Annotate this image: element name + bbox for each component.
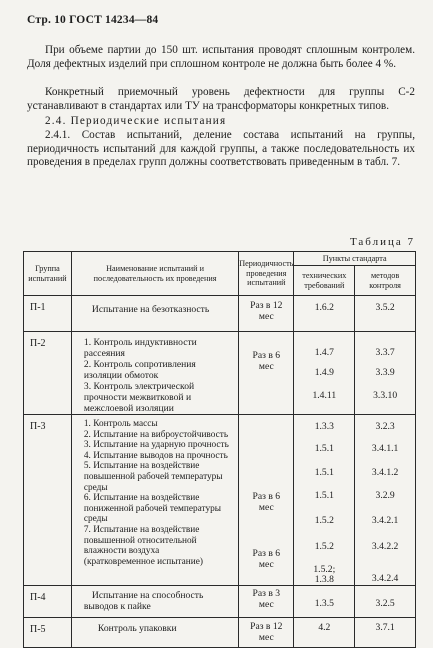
tests-cell [71,586,238,618]
req-clause: 1.5.1 [314,490,334,501]
periodicity-cell [239,586,294,618]
group-cell: П-1 [24,296,72,332]
req-clause: 1.3.3 [314,421,334,432]
req-clause: 1.5.2 [314,541,334,552]
meth-clause: 3.3.10 [373,390,398,401]
paragraph-test-composition: 2.4.1. Состав испытаний, деление состава испытаний на группы, периодичность испытаний для каждой группы, а также последовательность их проведения в пределах групп должны соответствовать приведенным в табл. 7. [27,129,415,168]
req-clause: 1.4.9 [314,367,334,378]
test-name: 1. Контроль массы [83,419,158,429]
tests-cell [71,415,238,586]
req-cell [294,296,355,332]
req-clause: 1.5.2 [314,515,334,526]
test-name: Испытание на способность выводов к пайке [83,590,204,612]
test-name: 2. Контроль сопротивления изоляции обмоток [83,359,196,381]
meth-clause: 3.4.1.1 [371,443,399,454]
test-name: 3. Контроль электрической прочности межвитковой и межслоевой изоляции [83,381,195,414]
meth-clause: 3.2.5 [375,598,395,609]
req-cell [294,618,355,648]
table-row [24,415,416,586]
group-cell: П-4 [24,586,72,618]
paragraph-defect-level: Конкретный приемочный уровень дефектности для группы С-2 устанавливают в стандартах или ТУ на трансформаторы конкретных типов. [27,86,415,112]
meth-cell [355,332,416,415]
req-cell [294,586,355,618]
periodicity: Раз в 12 мес [250,300,283,322]
test-name: 5. Испытание на воздействие повышенной рабочей температуры среды [83,461,223,493]
meth-clause: 3.4.2.1 [371,515,399,526]
test-name: 2. Испытание на виброустойчивость [83,429,229,440]
meth-clause: 3.4.2.2 [371,541,399,552]
table-title: Таблица 7 [349,236,415,248]
section-heading: 2.4. Периодические испытания [45,115,227,127]
periodicity-cell [239,415,294,586]
req-clause: 1.3.5 [314,598,334,609]
test-name: 1. Контроль индуктивности рассеяния [83,337,197,359]
req-clause: 1.5.1 [314,467,334,478]
periodicity-cell [239,618,294,648]
page-header: Стр. 10 ГОСТ 14234—84 [27,14,159,26]
group-cell: П-5 [24,618,72,648]
test-name: 4. Испытание выводов на прочность [83,450,228,461]
req-clause: 1.6.2 [314,302,334,313]
test-name: Испытание на безотказность [91,304,210,315]
table-row [24,586,416,618]
test-name: 3. Испытание на ударную прочность [83,440,229,451]
meth-cell [355,586,416,618]
test-name: 7. Испытание на воздействие повышенной относительной влажности воздуха (кратковременное испытание) [83,524,203,567]
req-clause: 1.4.7 [314,347,334,358]
meth-clause: 3.4.2.4 [371,573,399,584]
group-cell: П-2 [24,332,72,415]
meth-clause: 3.3.7 [375,347,395,358]
periodicity: Раз в 6 мес [252,548,281,570]
table-row [24,296,416,332]
req-clause: 4.2 [318,622,331,633]
table-row [24,618,416,648]
tests-cell [71,332,238,415]
meth-clause: 3.3.9 [375,367,395,378]
req-clause: 1.5.2; 1.3.8 [313,564,336,585]
meth-cell [355,415,416,586]
header-test-name: Наименование испытаний и последовательность их проведения [71,252,238,296]
periodicity: Раз в 3 мес [252,588,281,610]
req-clause: 1.5.1 [314,443,334,454]
periodicity-cell [239,332,294,415]
meth-cell [355,296,416,332]
test-name: 6. Испытание на воздействие пониженной рабочей температуры среды [83,493,222,525]
header-standard-clauses: Пункты стандарта [294,252,416,266]
meth-clause: 3.4.1.2 [371,467,399,478]
header-periodicity: Периодичность проведения испытаний [239,252,294,296]
periodicity-cell [239,296,294,332]
meth-cell [355,618,416,648]
test-name: Контроль упаковки [97,623,177,634]
req-clause: 1.4.11 [312,390,337,401]
meth-clause: 3.2.9 [375,490,395,501]
periodicity: Раз в 12 мес [250,621,283,643]
periodicity: Раз в 6 мес [252,350,281,372]
req-cell [294,332,355,415]
group-cell: П-3 [24,415,72,586]
header-control-methods: методов контроля [355,266,416,296]
tests-cell [71,296,238,332]
header-group: Группа испытаний [24,252,72,296]
req-cell [294,415,355,586]
periodic-tests-table [23,251,416,648]
meth-clause: 3.5.2 [375,302,395,313]
meth-clause: 3.7.1 [375,622,395,633]
tests-cell [71,618,238,648]
table-row [24,332,416,415]
periodicity: Раз в 6 мес [252,491,281,513]
paragraph-sampling: При объеме партии до 150 шт. испытания проводят сплошным контролем. Доля дефектных изделий при сплошном контроле не должна быть более 4 %. [27,44,415,70]
header-tech-requirements: технических требований [294,266,355,296]
meth-clause: 3.2.3 [375,421,395,432]
